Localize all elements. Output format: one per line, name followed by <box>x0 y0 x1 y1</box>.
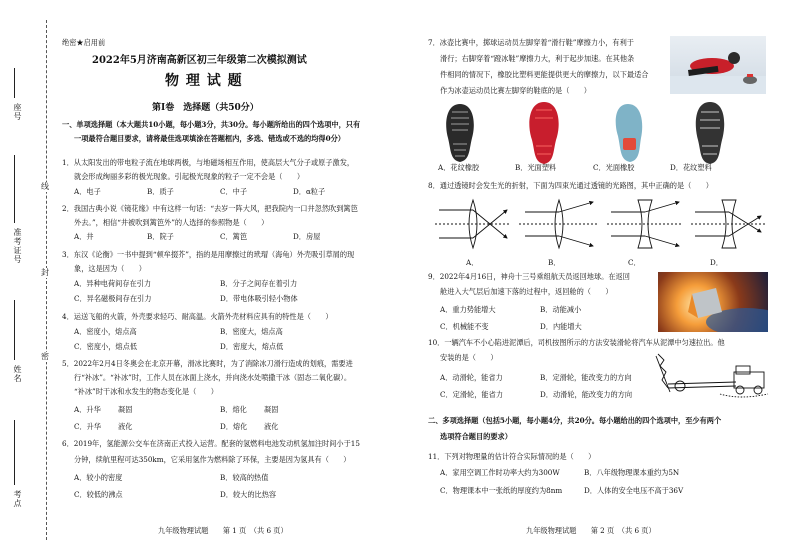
q5-option-d-word: 液化 <box>264 422 279 431</box>
q4-option-b: B．密度大，熔点高 <box>220 327 283 336</box>
part-heading: 第Ⅰ卷 选择题（共50分） <box>152 103 259 113</box>
q6-option-a: A．较小的密度 <box>74 473 123 482</box>
exam-site-label: 考点 <box>13 490 22 508</box>
q1-stem-line2: 就会形成绚丽多彩的极光现象。引起极光现象的粒子一定不会是（ ） <box>74 172 305 181</box>
q11-option-d: D．人体的安全电压不高于36V <box>584 486 684 495</box>
q1-option-b: B．质子 <box>147 187 174 196</box>
q2-option-d: D．房屋 <box>293 232 321 241</box>
q2-option-b: B．院子 <box>147 232 174 241</box>
shoe-a-patterned-rubber <box>446 104 474 162</box>
q5-stem-line2: 行“补冰”。“补冰”时，工作人员在冰面上浇水，并向浇水处喷撒干冰（固态二氧化碳）。 <box>74 373 352 382</box>
shoe-d-patterned-plastic <box>696 102 724 164</box>
q3-option-b: B．分子之间存在着引力 <box>220 279 298 288</box>
q5-option-b: B．熔化 <box>220 405 247 414</box>
q9-stem-line1: 9．2022年4月16日，神舟十三号乘组航天员返回地球。在返回 <box>428 272 630 281</box>
seal-line <box>46 20 47 540</box>
q7-option-c: C．光面橡胶 <box>593 163 635 172</box>
q3-option-a: A．异种电荷间存在引力 <box>74 279 152 288</box>
q3-option-d: D．带电体吸引轻小物体 <box>220 294 298 303</box>
q8-stem: 8．通过透镜时会发生光的折射，下面为四束光通过透镜的光路图，其中正确的是（ ） <box>428 181 713 190</box>
q7-line1: 7．冰壶比赛中，掷球运动员左脚穿着“滑行鞋”摩擦力小，有利于 <box>428 38 634 47</box>
q9-option-c: C．机械能不变 <box>440 322 489 331</box>
q10-option-b: B．定滑轮，能改变力的方向 <box>540 373 632 382</box>
q4-option-a: A．密度小，熔点高 <box>74 327 137 336</box>
q11-option-b: B．八年级物理课本重约为5N <box>584 468 680 477</box>
q6-option-c: C．较低的沸点 <box>74 490 123 499</box>
q6-option-d: D．较大的比热容 <box>220 490 277 499</box>
q1-stem-line1: 1．从太阳发出的带电粒子流在地球两极，与地磁场相互作用，使高层大气分子或原子激发， <box>62 158 355 167</box>
q9-option-a: A．重力势能增大 <box>440 305 496 314</box>
q3-option-c: C．异名磁极间存在引力 <box>74 294 152 303</box>
q6-stem-line2: 分钟，续航里程可达350km，它采用氢作为燃料除了环保，主要是因为氢具有（ ） <box>74 455 351 464</box>
q1-option-c: C．中子 <box>220 187 248 196</box>
q8-option-c: C． <box>628 258 641 267</box>
q4-stem: 4．运送飞船的火箭，外壳要求轻巧、耐高温。火箭外壳材料应具有的特性是（ ） <box>62 312 333 321</box>
q6-option-b: B．较高的热值 <box>220 473 269 482</box>
q8-lens-diagrams <box>435 192 765 256</box>
q5-option-a-word: 凝固 <box>118 405 133 414</box>
q2-stem-line2: 外去。”，相信“井被吹到篱笆外”的人选择的参照物是（ ） <box>74 218 269 227</box>
capsule-illustration <box>658 272 768 332</box>
seal-word-line: 线 <box>41 182 49 191</box>
curling-athlete-illustration <box>670 36 766 94</box>
q10-option-d: D．动滑轮，能改变力的方向 <box>540 390 633 399</box>
seal-word-seal: 封 <box>41 268 49 277</box>
q2-option-a: A．井 <box>74 232 94 241</box>
lens-diagram-b <box>519 200 599 248</box>
q3-stem-line1: 3．东汉《论衡》一书中提到“顿牟掇芥”，指的是用摩擦过的玳瑁（海龟）外壳吸引草屑的现 <box>62 250 355 259</box>
q4-option-c: C．密度小，熔点低 <box>74 342 138 351</box>
q5-stem-line1: 5．2022年2月4日冬奥会在北京开幕，滑冰比赛时，为了消除冰刀滑行造成的划痕，需要进 <box>62 359 353 368</box>
section2-header-line2: 选项符合题目的要求） <box>440 432 512 441</box>
q7-option-d: D．花纹塑料 <box>670 163 712 172</box>
section1-header-line1: 一、单项选择题（本大题共10小题，每小题3分，共30分。每小题所给出的四个选项中，只有 <box>62 120 361 129</box>
q11-stem: 11．下列对物理量的估计符合实际情况的是（ ） <box>428 452 596 461</box>
q5-option-c: C．升华 <box>74 422 102 431</box>
q8-option-a: A． <box>466 258 479 267</box>
shoe-b-smooth-plastic <box>529 102 558 164</box>
q10-option-a: A．动滑轮，能省力 <box>440 373 503 382</box>
q7-line3: 件相同的情况下，橡胶比塑料更能提供更大的摩擦力，以下最适合 <box>440 70 649 79</box>
secret-tag: 绝密★启用前 <box>62 38 106 47</box>
lens-diagram-c <box>607 200 683 248</box>
curling-photo <box>670 36 766 94</box>
q4-option-d: D．密度大，熔点低 <box>220 342 284 351</box>
q5-option-c-word: 液化 <box>118 422 133 431</box>
section2-header-line1: 二、多项选择题（包括5小题，每小题4分，共20分。每小题给出的四个选项中，至少有两个 <box>428 416 722 425</box>
q7-line4: 作为冰壶运动员比赛左脚穿的鞋底的是（ ） <box>440 86 591 95</box>
seal-word-secret: 密 <box>41 352 49 361</box>
q2-stem-line1: 2．我国古典小说《镜花缘》中有这样一句话：“去岁一阵大风，把我院内一口井忽然吹到篱笆 <box>62 204 358 213</box>
q1-option-d: D．α粒子 <box>293 187 326 196</box>
q11-option-c: C．物理课本中一张纸的厚度约为8nm <box>440 486 563 495</box>
lens-diagram-a <box>435 200 511 248</box>
q3-stem-line2: 象，这是因为（ ） <box>74 264 146 273</box>
q1-option-a: A．电子 <box>74 187 101 196</box>
seat-number-label: 座号 <box>13 103 22 121</box>
q10-stem-line1: 10．一辆汽车不小心陷进泥潭后，司机按图所示的方法安装滑轮将汽车从泥潭中匀速拉出。他 <box>428 338 725 347</box>
q8-option-b: B． <box>548 258 561 267</box>
q10-option-c: C．定滑轮，能省力 <box>440 390 504 399</box>
q9-option-d: D．内能增大 <box>540 322 582 331</box>
q6-stem-line1: 6．2019年，氢能源公交车在济南正式投入运营。配套的氢燃料电池发动机氢加注时间小于15 <box>62 439 360 448</box>
lens-diagram-d <box>691 200 765 248</box>
subject-title: 物 理 试 题 <box>165 73 243 89</box>
q2-option-c: C．篱笆 <box>220 232 248 241</box>
q5-option-d: D．熔化 <box>220 422 248 431</box>
reentry-capsule-photo <box>658 272 768 332</box>
shoe-c-smooth-rubber <box>616 104 643 162</box>
q9-option-b: B．动能减小 <box>540 305 582 314</box>
exam-title: 2022年5月济南高新区初三年级第二次模拟测试 <box>92 55 307 66</box>
name-label: 姓名 <box>13 365 22 383</box>
q8-option-d: D． <box>710 258 723 267</box>
q5-option-b-word: 凝固 <box>264 405 279 414</box>
q7-shoe-soles <box>432 98 792 168</box>
page1-footer: 九年级物理试题 第 1 页 （共 6 页） <box>158 526 288 535</box>
q5-option-a: A．升华 <box>74 405 101 414</box>
q11-option-a: A．家用空调工作时功率大约为300W <box>440 468 560 477</box>
exam-id-label: 准考证号 <box>13 228 22 264</box>
q7-option-b: B．光面塑料 <box>515 163 557 172</box>
q7-line2: 滑行；右脚穿着“蹬冰鞋”摩擦力大，利于起步加速。在其他条 <box>440 54 635 63</box>
section1-header-line2: 一项最符合题目要求，请将最佳选项填涂在答题框内，多选、错选或不选的均得0分） <box>74 134 345 143</box>
page2-footer: 九年级物理试题 第 2 页 （共 6 页） <box>526 526 656 535</box>
q7-option-a: A．花纹橡胶 <box>438 163 480 172</box>
pulley-car-diagram <box>650 352 770 402</box>
q9-stem-line2: 舱进入大气层后加速下落的过程中，返回舱的（ ） <box>440 287 613 296</box>
q5-stem-line3: “补冰”时干冰和水发生的物态变化是（ ） <box>74 387 218 396</box>
q10-stem-line2: 安装的是（ ） <box>440 353 498 362</box>
